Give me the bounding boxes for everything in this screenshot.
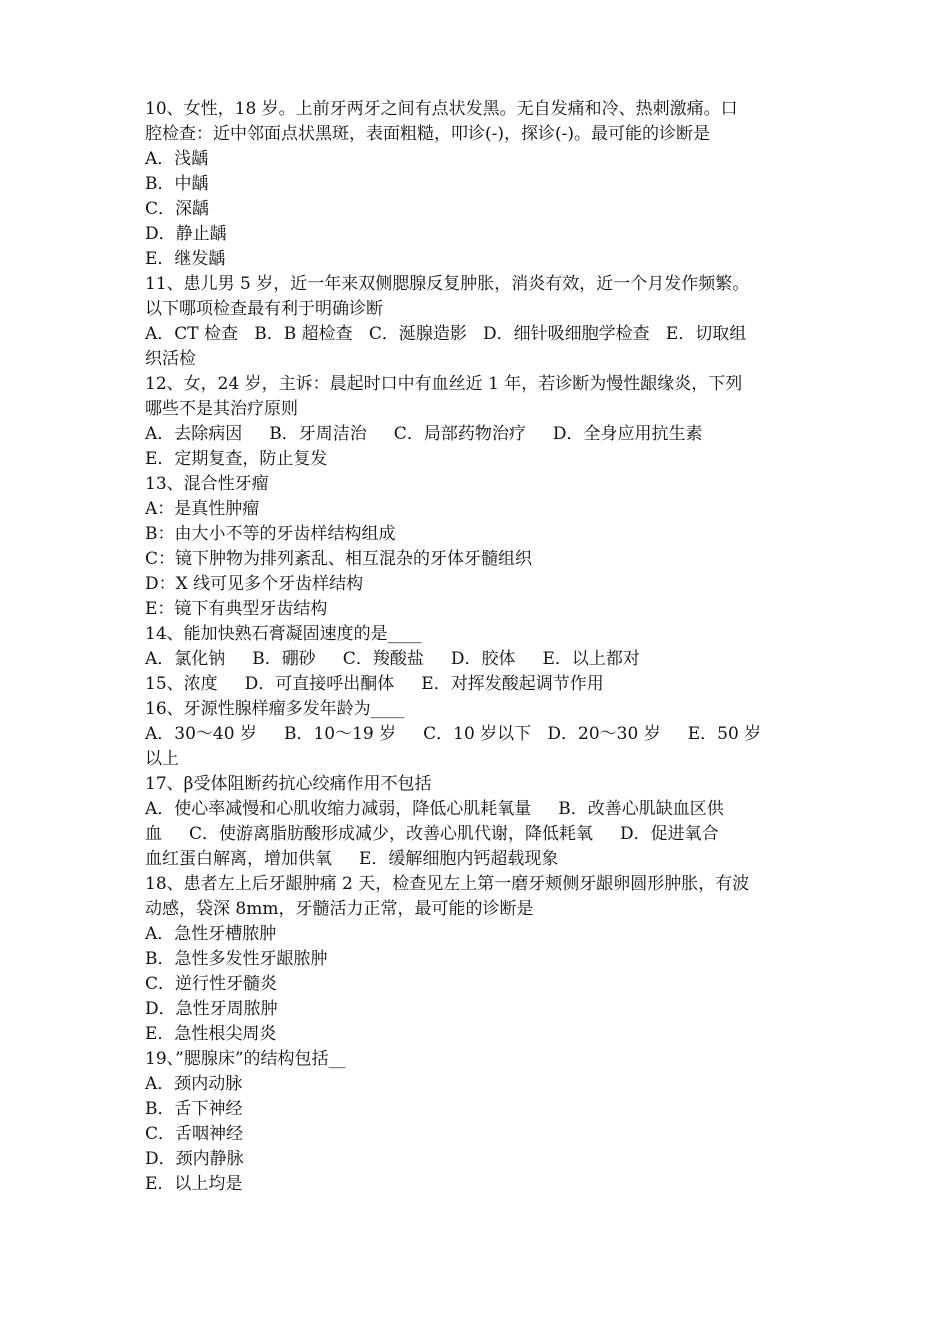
text-line: A．CT 检查 B．B 超检查 C．涎腺造影 D．细针吸细胞学检查 E．切取组 [145,324,747,344]
text-line: B：由大小不等的牙齿样结构组成 [145,524,396,544]
text-line: 以下哪项检查最有利于明确诊断 [145,299,383,319]
text-line: 11、患儿男 5 岁，近一年来双侧腮腺反复肿胀，消炎有效，近一个月发作频繁。 [145,274,750,294]
text-line: D．急性牙周脓肿 [145,999,278,1019]
document-page [145,97,810,1197]
text-line: 19、”腮腺床”的结构包括__ [145,1049,346,1069]
text-line: 10、女性，18 岁。上前牙两牙之间有点状发黑。无自发痛和冷、热刺激痛。口 [145,99,738,119]
text-line: 13、混合性牙瘤 [145,474,269,494]
text-line: 动感，袋深 8mm，牙髓活力正常，最可能的诊断是 [145,899,534,919]
text-line: 腔检查：近中邻面点状黑斑，表面粗糙，叩诊(-)，探诊(-)。最可能的诊断是 [145,124,711,144]
text-line: B．中龋 [145,174,209,194]
text-line: A．30～40 岁 B．10～19 岁 C．10 岁以下 D．20～30 岁 E．50 岁 [145,724,762,744]
text-line: 以上 [145,749,179,769]
text-line: A．急性牙槽脓肿 [145,924,277,944]
text-line: 血 C．使游离脂肪酸形成减少，改善心肌代谢，降低耗氧 D．促进氧合 [145,824,719,844]
text-line: A．使心率减慢和心肌收缩力减弱，降低心肌耗氧量 B．改善心肌缺血区供 [145,799,724,819]
text-line: D：X 线可见多个牙齿样结构 [145,574,364,594]
text-line: A．氯化钠 B．硼砂 C．羧酸盐 D．胶体 E．以上都对 [145,649,640,669]
text-line: E．以上均是 [145,1174,243,1194]
text-line: A．去除病因 B．牙周洁治 C．局部药物治疗 D．全身应用抗生素 [145,424,703,444]
text-line: 18、患者左上后牙龈肿痛 2 天，检查见左上第一磨牙颊侧牙龈卵圆形肿胀，有波 [145,874,750,894]
text-line: B．舌下神经 [145,1099,243,1119]
text-line: 17、β受体阻断药抗心绞痛作用不包括 [145,774,432,794]
text-line: A．浅龋 [145,149,209,169]
text-line: E：镜下有典型牙齿结构 [145,599,328,619]
text-line: 织活检 [145,349,196,369]
text-line: C：镜下肿物为排列紊乱、相互混杂的牙体牙髓组织 [145,549,533,569]
text-line: 15、浓度 D．可直接呼出酮体 E．对挥发酸起调节作用 [145,674,604,694]
text-line: 14、能加快熟石膏凝固速度的是____ [145,624,422,644]
text-line: B．急性多发性牙龈脓肿 [145,949,328,969]
text-line: 血红蛋白解离，增加供氧 E．缓解细胞内钙超载现象 [145,849,559,869]
text-line: E．定期复查，防止复发 [145,449,328,469]
text-line: A：是真性肿瘤 [145,499,260,519]
text-line: E．继发龋 [145,249,226,269]
text-line: 哪些不是其治疗原则 [145,399,298,419]
text-line: E．急性根尖周炎 [145,1024,277,1044]
text-line: 16、牙源性腺样瘤多发年龄为____ [145,699,405,719]
text-line: D．颈内静脉 [145,1149,244,1169]
text-line: 12、女，24 岁，主诉：晨起时口中有血丝近 1 年，若诊断为慢性龈缘炎，下列 [145,374,743,394]
text-line: C．舌咽神经 [145,1124,244,1144]
text-line: A．颈内动脉 [145,1074,243,1094]
text-line: C．深龋 [145,199,210,219]
text-line: D．静止龋 [145,224,227,244]
text-line: C．逆行性牙髓炎 [145,974,278,994]
